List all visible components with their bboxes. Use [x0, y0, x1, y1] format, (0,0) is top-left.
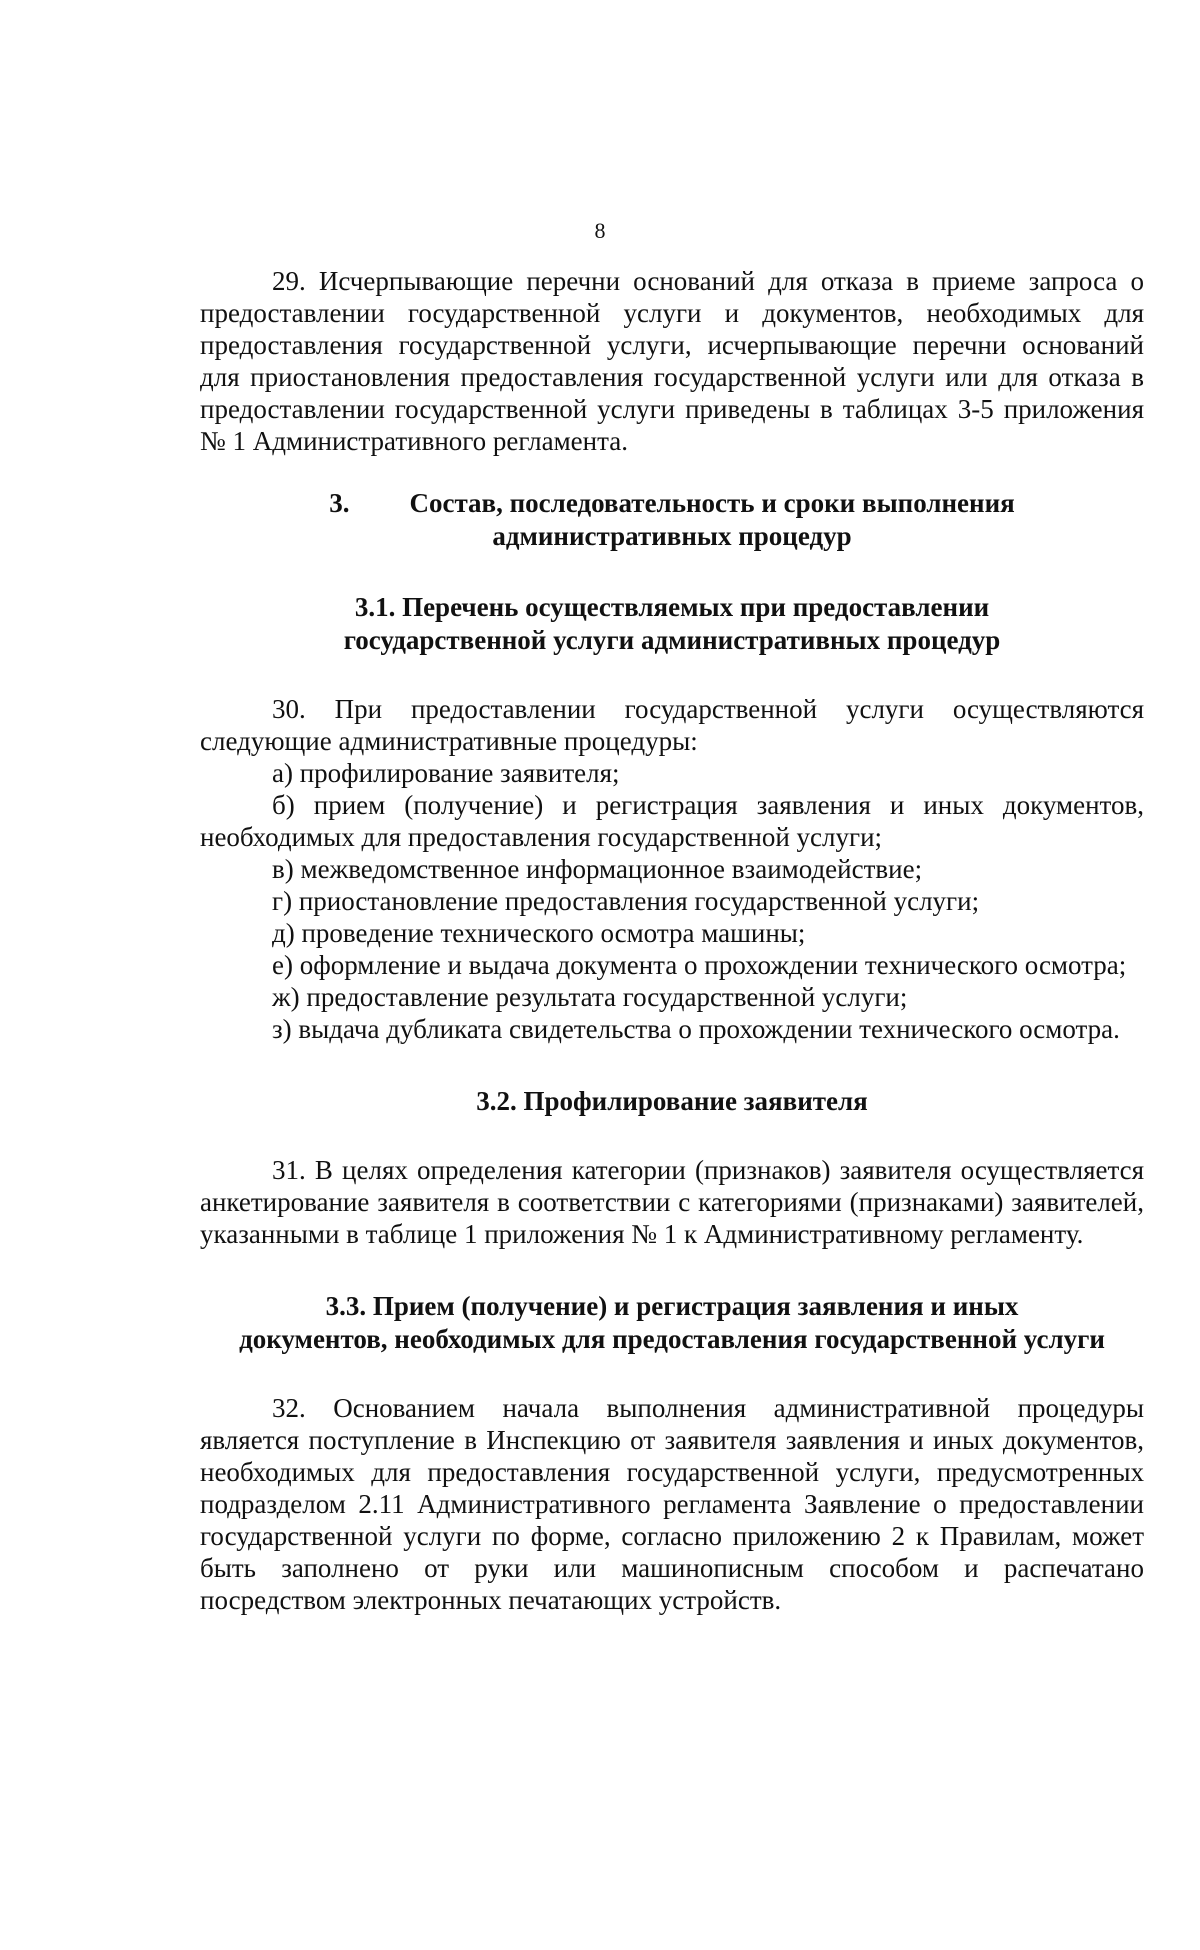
spacer: [200, 657, 1144, 693]
paragraph-32: 32. Основанием начала выполнения административной процедуры является поступление в Инспекцию от заявителя заявления и иных документов, необходимых для предоставления государственной услуги, предусмотренных подразделом 2.11 Административного регламента Заявление о предоставлении государственной услуги по форме, согласно приложению 2 к Правилам, может быть заполнено от руки или машинописным способом и распечатано посредством электронных печатающих устройств.: [200, 1393, 1144, 1615]
list-item-a: а) профилирование заявителя;: [272, 758, 620, 788]
section-3-1-title-line1: 3.1. Перечень осуществляемых при предоставлении: [354, 592, 990, 622]
section-3-title-line2: административных процедур: [492, 521, 852, 551]
spacer: [200, 1118, 1144, 1154]
paragraph-29: 29. Исчерпывающие перечни оснований для отказа в приеме запроса о предоставлении государственной услуги и документов, необходимых для предоставления государственной услуги, исчерпывающие перечни оснований для приостановления предоставления государственной услуги или для отказа в предоставлении государственной услуги приведены в таблицах 3-5 приложения № 1 Административного регламента.: [200, 266, 1144, 456]
list-item-v: в) межведомственное информационное взаимодействие;: [272, 854, 923, 884]
section-3-number: 3.: [329, 488, 350, 518]
paragraph-31: 31. В целях определения категории (признаков) заявителя осуществляется анкетирование заявителя в соответствии с категориями (признаками) заявителей, указанными в таблице 1 приложения № 1 к Административному регламенту.: [200, 1155, 1144, 1249]
section-3-title-text: Состав, последовательность и сроки выполнения: [409, 488, 1015, 518]
section-3-3-title-line2: документов, необходимых для предоставления государственной услуги: [239, 1324, 1105, 1354]
list-item-e: е) оформление и выдача документа о прохождении технического осмотра;: [272, 950, 1127, 980]
section-3-1-heading: [200, 591, 1144, 657]
paragraph-30-intro: 30. При предоставлении государственной услуги осуществляются следующие административные процедуры:: [200, 694, 1144, 756]
section-3-1-title-line2: государственной услуги административных процедур: [343, 625, 1001, 655]
spacer: [200, 1356, 1144, 1392]
list-item-d: д) проведение технического осмотра машины;: [272, 918, 806, 948]
list-item-zh: ж) предоставление результата государственной услуги;: [272, 982, 908, 1012]
section-3-2-heading: 3.2. Профилирование заявителя: [476, 1086, 868, 1116]
section-3-title-line1: [200, 487, 1144, 520]
section-3-3-heading: [200, 1290, 1144, 1356]
page-number: 8: [594, 218, 606, 243]
section-3-heading: [200, 487, 1144, 553]
section-3-3-title-line1: 3.3. Прием (получение) и регистрация заявления и иных: [325, 1291, 1019, 1321]
document-body: [200, 265, 1144, 1616]
list-item-g: г) приостановление предоставления государственной услуги;: [272, 886, 980, 916]
list-item-z: з) выдача дубликата свидетельства о прохождении технического осмотра.: [272, 1014, 1120, 1044]
list-item-b: б) прием (получение) и регистрация заявления и иных документов, необходимых для предоставления государственной услуги;: [200, 790, 1144, 852]
